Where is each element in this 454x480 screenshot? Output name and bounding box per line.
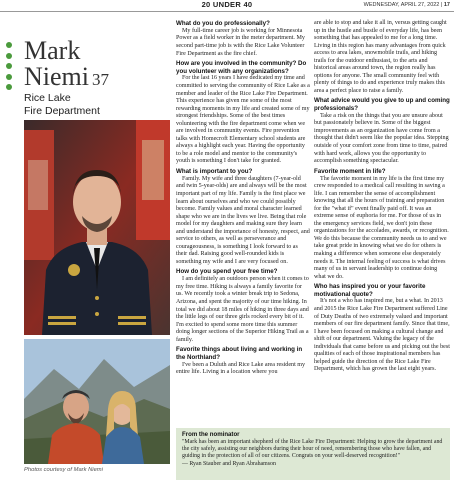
answer-text: are able to stop and take it all in, versus getting caught up in the hustle and bustle of everyday life, has been something that has appealed to me for a long time. Living in this region has many advantages from quick access to area lakes, snowmobile trails, and hiking trails for the outdoor enthusiast, to the arts and historical areas around town, the region really has options for anyone. The small community feel with plenty of things to do and experience truly makes this area a perfect place to raise a family. bbox=[314, 20, 447, 94]
answer-text: The favorite moment in my life is the first time my crew responded to a medical call resulting in saving a life. I can remember the sense of accomplishment knowing that all the hours of training and preparation for the "what if" event finally paid off. It was an extreme sense of euphoria for me. For those of us in the emergency services field, we don't join these organizations for the accolades, awards, or recognition. We do this because the community needs us to and we take great pride in knowing what we do for others is making a difference when someone else desperately needs it. The internal feeling of success is what drives many of us in servant leadership to continue doing what we do. bbox=[314, 175, 449, 280]
decorative-dots bbox=[6, 42, 12, 95]
answer-text: Take a risk on the things that you are unsure about but passionately believe in. Some of the biggest improvements as an organization have come from a thought that didn't seem like the popular idea. Stepping outside of your comfort zone from time to time, paired with hard work, allows you the opportunity to accomplish something spectacular. bbox=[314, 112, 449, 165]
honoree-name bbox=[24, 38, 164, 93]
article-column-1 bbox=[176, 20, 310, 426]
question-heading: Favorite things about living and working in the Northland? bbox=[176, 346, 303, 361]
hiking-family-image bbox=[24, 339, 170, 464]
question-heading: How are you involved in the community? Do you volunteer with any organizations? bbox=[176, 60, 307, 75]
portrait-photo bbox=[24, 120, 170, 335]
answer-text: I am definitely an outdoors person when it comes to my free time. Hiking is always a family favorite for us. We recently took a winter break trip to Sedona, Arizona, and spent the majority of our time hiking. In total we did about 18 miles of hiking in three days and the little legs of our three girls rocked every bit of it. I'm excited to spend some more time this summer doing longer sections of the Superior Hiking Trail as a family. bbox=[176, 276, 309, 343]
honoree-age: 37 bbox=[92, 70, 109, 89]
answer-text: It's not a who has inspired me, but a what. In 2013 and 2015 the Rice Lake Fire Department suffered Line of Duty Deaths of two extremely valued and important members of our fire department family. Since that time, I have been focused on making a cultural change and shift of our department. Valuing the legacy of the individuals that came before us and picking out the best qualities of each of those inspirational members has helped guide the direction of the Rice Lake Fire Department, which has grown the last eight years. bbox=[314, 298, 450, 373]
answer-text: For the last 16 years I have dedicated my time and committed to serving the community of Rice Lake as a member and leader of the Rice Lake Fire Department. This experience has given me some of the most rewarding moments in my life and created some of my strongest friendships. Some of the best times volunteering with the fire department come when we are involved in community events. Fire prevention talks with Homecroft Elementary school students are always a highlight each year. Having the opportunity to be a role model and mentor to the community's youth is something I don't take for granted. bbox=[176, 75, 310, 165]
page-number: 17 bbox=[443, 2, 450, 8]
nominator-signature: — Ryan Stauber and Ryan Abrahamson bbox=[182, 461, 276, 467]
last-name: Niemi bbox=[24, 62, 89, 91]
article-column-2 bbox=[314, 20, 450, 426]
question-heading: What advice would you give to up and coming professionals? bbox=[314, 97, 450, 112]
question-heading: How do you spend your free time? bbox=[176, 268, 278, 276]
question-heading: What do you do professionally? bbox=[176, 20, 270, 27]
department-line1: Rice Lake bbox=[24, 92, 71, 104]
nominator-heading: From the nominator bbox=[182, 431, 240, 438]
question-heading: Who has inspired you or your favorite motivational quote? bbox=[314, 283, 426, 298]
nominator-box bbox=[176, 428, 450, 480]
nominator-quote: "Mark has been an important shepherd of the Rice Lake Fire Department: Helping to grow the department and the city safely, assisting our neighbors during their hour of need, remembering those who have fallen, and guiding in the protection of all of our citizens. Congrats on your well-deserved recognition!" bbox=[182, 439, 443, 459]
honoree-department bbox=[24, 92, 100, 118]
first-name: Mark bbox=[24, 36, 81, 65]
photo-credit: Photos courtesy of Mark Niemi bbox=[24, 467, 103, 473]
profile-column bbox=[0, 12, 170, 480]
dot-icon bbox=[6, 63, 12, 69]
page-header bbox=[0, 0, 454, 12]
answer-text: My full-time career job is working for Minnesota Power as a field worker in the meter department. My second part-time job is with the Rice Lake Volunteer Fire Department as the fire chief. bbox=[176, 27, 305, 57]
dot-icon bbox=[6, 84, 12, 90]
dot-icon bbox=[6, 42, 12, 48]
header-separator: | bbox=[440, 2, 443, 8]
department-line2: Fire Department bbox=[24, 105, 100, 117]
firefighter-portrait-image bbox=[24, 120, 170, 335]
answer-text: I've been a Duluth and Rice Lake area resident my entire life. Living in a location where you bbox=[176, 361, 306, 376]
header-date-page bbox=[364, 0, 450, 10]
dot-icon bbox=[6, 53, 12, 59]
dot-icon bbox=[6, 74, 12, 80]
question-heading: Favorite moment in life? bbox=[314, 167, 386, 175]
section-title: 20 UNDER 40 bbox=[201, 0, 253, 9]
answer-text: Family. My wife and three daughters (7-year-old and twin 5-year-olds) are and always will be the most important part of my life. Family is the first place we learn about ourselves and who we could possibly become. Family values and moral character learned shape who we are in the lives we live. Being that role model for my daughters and making sure they learn and understand the importance of honesty, respect, and service to others, as well as perseverance and courageousness, is something I look forward to as their dad. Raising good well-rounded kids is something my wife and I are very focused on. bbox=[176, 175, 310, 265]
question-heading: What is important to you? bbox=[176, 167, 253, 175]
header-date: WEDNESDAY, APRIL 27, 2022 bbox=[363, 2, 440, 8]
family-photo bbox=[24, 339, 170, 464]
